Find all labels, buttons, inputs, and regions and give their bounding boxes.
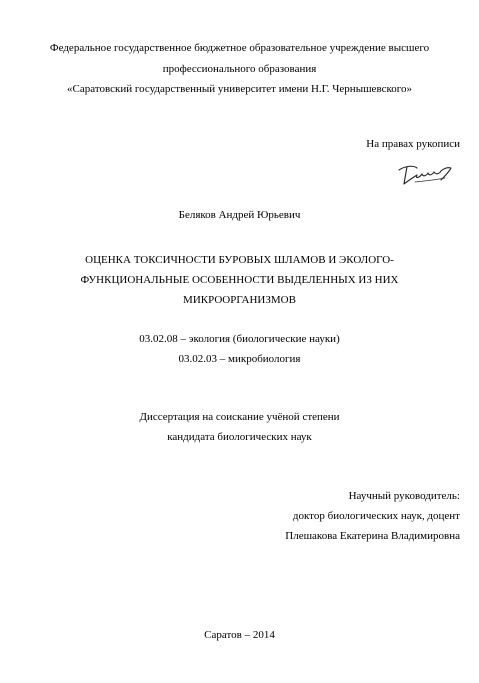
institution-line-1: Федеральное государственное бюджетное образовательное учреждение высшего xyxy=(49,42,430,54)
dissertation-title-line-1: ОЦЕНКА ТОКСИЧНОСТИ БУРОВЫХ ШЛАМОВ И ЭКОЛОГО- xyxy=(85,254,394,266)
manuscript-note: На правах рукописи xyxy=(366,138,460,150)
city-year-footer: Саратов – 2014 xyxy=(204,629,275,641)
dissertation-title-line-2: ФУНКЦИОНАЛЬНЫЕ ОСОБЕННОСТИ ВЫДЕЛЕННЫХ ИЗ НИХ xyxy=(80,274,399,286)
degree-line-1: Диссертация на соискание учёной степени xyxy=(139,411,340,423)
supervisor-name: Плешакова Екатерина Владимировна xyxy=(285,530,460,542)
specialty-line-2: 03.02.03 – микробиология xyxy=(178,353,301,365)
specialty-line-1: 03.02.08 – экология (биологические науки) xyxy=(139,333,340,345)
dissertation-title-line-3: МИКРООРГАНИЗМОВ xyxy=(183,294,296,306)
institution-line-3: «Саратовский государственный университет имени Н.Г. Чернышевского» xyxy=(67,83,412,95)
degree-line-2: кандидата биологических наук xyxy=(167,431,312,443)
supervisor-label: Научный руководитель: xyxy=(348,490,460,502)
handwritten-signature xyxy=(395,160,459,188)
supervisor-degree: доктор биологических наук, доцент xyxy=(292,510,460,522)
institution-line-2: профессионального образования xyxy=(162,63,317,75)
author-name: Беляков Андрей Юрьевич xyxy=(178,209,301,221)
